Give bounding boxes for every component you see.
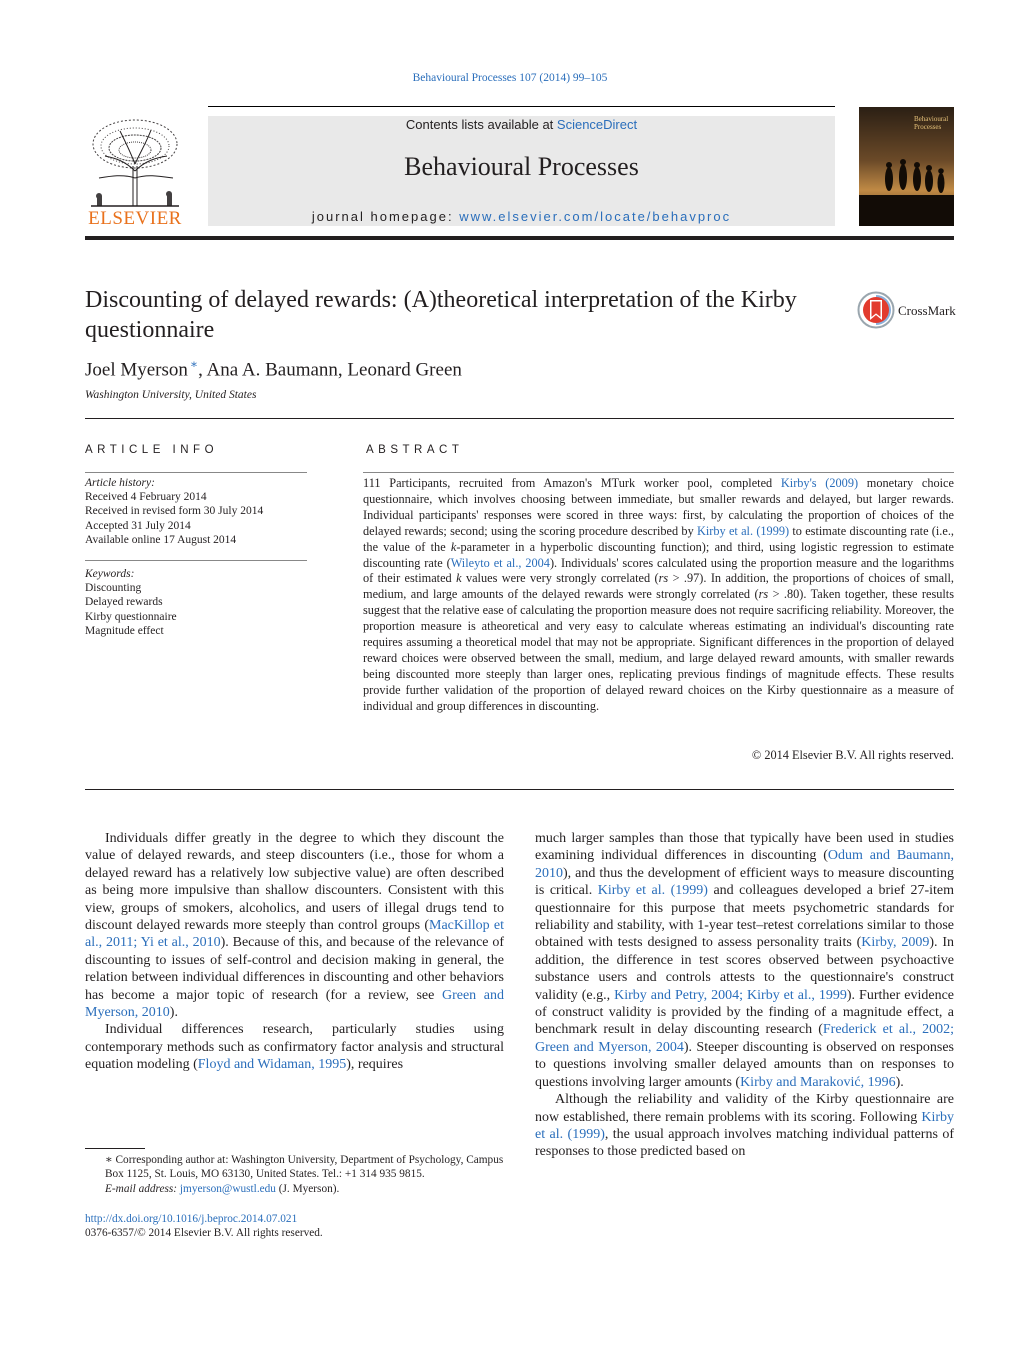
doi-link[interactable]: http://dx.doi.org/10.1016/j.beproc.2014.07.021 — [85, 1213, 298, 1225]
svg-text:Processes: Processes — [914, 123, 942, 131]
keywords — [85, 567, 177, 638]
citation-link[interactable]: Odum and Baumann, 2010 — [535, 848, 954, 881]
citation-link[interactable]: Floyd and Widaman, 1995 — [197, 1057, 347, 1073]
italic-symbol: k — [456, 571, 462, 586]
abstract-text — [363, 476, 954, 715]
header-top-rule — [208, 106, 835, 107]
history-label: Article history: — [85, 477, 155, 489]
publisher-wordmark: ELSEVIER — [88, 208, 182, 229]
citation-link[interactable]: Kirby et al. (1999) — [597, 883, 708, 899]
text-run: much larger samples than those that typically have been used in studies examining individual differences in discounting ( — [535, 831, 954, 864]
text-run: ), and thus the development of efficient ways to measure discounting is critical. — [535, 865, 954, 899]
journal-masthead — [208, 116, 835, 226]
corresponding-footnote — [85, 1153, 504, 1196]
text-run: 111 Participants, recruited from Amazon's MTurk worker pool, completed — [363, 476, 781, 490]
text-run: ). Individuals' scores calculated using the proportion measure and the logarithms of their estimated — [363, 555, 954, 586]
crossmark-icon — [857, 291, 895, 329]
abstract-bottom-rule — [85, 789, 954, 790]
keywords-rule — [85, 560, 307, 561]
keyword: Magnitude effect — [85, 624, 164, 637]
cover-title: Behavioural — [914, 115, 949, 123]
text-run: ), requires — [346, 1057, 404, 1073]
abstract-heading: ABSTRACT — [366, 444, 464, 456]
keyword: Delayed rewards — [85, 596, 163, 609]
citation-link[interactable]: MacKillop et al., 2011; Yi et al., 2010 — [85, 918, 504, 951]
text-run: ). Because of this, and because of the relevance of discounting to issues of self-control and decision making in general, the relation between individual differences in discounting and other behaviors has become a major topic of research (for a review, see — [85, 935, 504, 1003]
sciencedirect-link[interactable]: ScienceDirect — [556, 117, 638, 132]
author-list — [85, 357, 462, 381]
italic-symbol: rs — [758, 587, 769, 602]
journal-name: Behavioural Processes — [404, 152, 639, 181]
citation-link[interactable]: Kirby's (2009) — [780, 476, 859, 490]
text-run: , the usual approach involves matching individual patterns of responses to those predicted based on — [535, 1126, 954, 1160]
homepage-line — [208, 209, 835, 224]
article-info-heading: ARTICLE INFO — [85, 444, 219, 456]
text-run: -parameter in a hyperbolic discounting function); and third, using logistic regression to estimate discounting rate ( — [363, 539, 955, 570]
text-run: ). — [169, 1005, 178, 1021]
keyword: Kirby questionnaire — [85, 610, 177, 623]
email-label: E-mail address: — [105, 1182, 180, 1195]
corresponding-author-star[interactable]: ∗ — [189, 357, 199, 371]
body-paragraph — [85, 830, 504, 1021]
text-run: monetary choice questionnaire, which involves choosing between immediate, but smaller rewards and delayed, but larger rewards. Individual participants' responses were scored in three ways: first, by calculating the proportion of choices of the delayed rewards; second; using the scoring procedure described by — [363, 476, 954, 538]
article-title: Discounting of delayed rewards: (A)theoretical interpretation of the Kirby questionnaire — [85, 287, 797, 343]
text-run: ). Steeper discounting is observed on responses to questions involving smaller delayed amounts than on responses to questions involving larger amounts ( — [535, 1039, 954, 1090]
title-rule — [85, 418, 954, 419]
citation-link[interactable]: Kirby et al. (1999) — [535, 1109, 954, 1142]
citation-link[interactable]: Green and Myerson, 2010 — [85, 987, 504, 1021]
citation-link[interactable]: Kirby, 2009 — [861, 935, 930, 951]
history-online: Available online 17 August 2014 — [85, 533, 237, 546]
text-run: Although the reliability and validity of the Kirby questionnaire are now established, there remain problems with its scoring. Following — [535, 1092, 954, 1125]
footnote-rule — [85, 1148, 145, 1149]
footnote-corresponding: Corresponding author at: Washington University, Department of Psychology, Campus Box 1125, St. Louis, MO 63130, United States. Tel.: +1 314 935 9815. — [105, 1154, 504, 1181]
italic-symbol: rs — [658, 571, 669, 586]
text-run: ). In addition, the difference in test scores observed between psychoactive substance users and controls attests to the questionnaire's construct validity (e.g., — [535, 935, 954, 1003]
first-author[interactable]: Joel Myerson — [85, 359, 188, 381]
body-column-right — [535, 830, 954, 1161]
article-history — [85, 476, 263, 547]
history-revised: Received in revised form 30 July 2014 — [85, 505, 264, 518]
body-paragraph — [535, 1091, 954, 1161]
crossmark-label: CrossMark — [898, 303, 956, 318]
text-run: ). — [895, 1074, 904, 1090]
abstract-rule — [363, 472, 954, 473]
email-link[interactable]: jmyerson@wustl.edu — [179, 1182, 276, 1195]
contents-line — [208, 117, 835, 132]
citation-link[interactable]: Kirby and Petry, 2004; Kirby et al., 1999 — [614, 987, 847, 1003]
text-run: ). Further evidence of construct validity is provided by the finding of a magnitude effect, a benchmark result in delay discounting research ( — [535, 987, 955, 1038]
citation-link[interactable]: Frederick et al., 2002; Green and Myerson, 2004 — [535, 1022, 954, 1055]
abstract-copyright: © 2014 Elsevier B.V. All rights reserved. — [751, 748, 954, 762]
issn-line: 0376-6357/© 2014 Elsevier B.V. All rights reserved. — [85, 1227, 323, 1240]
email-suffix: (J. Myerson). — [275, 1182, 340, 1195]
text-run: values were very strongly correlated ( — [461, 571, 659, 586]
doi-block — [85, 1212, 323, 1241]
citation-link[interactable]: Wileyto et al., 2004 — [450, 555, 550, 570]
text-run: Individual differences research, particularly studies using contemporary methods such as confirmatory factor analysis and structural equation modeling ( — [85, 1022, 504, 1073]
text-run: and colleagues developed a brief 27-item questionnaire for this purpose that meets psychometric standards for reliability and stability, with 1-year test–retest correlations similar to those obtained with tests designed to assess personality traits ( — [535, 883, 954, 951]
crossmark-button[interactable] — [857, 291, 957, 331]
homepage-link[interactable]: www.elsevier.com/locate/behavproc — [459, 209, 732, 224]
homepage-prefix: journal homepage: — [311, 209, 460, 224]
body-paragraph — [535, 830, 954, 1091]
history-accepted: Accepted 31 July 2014 — [85, 519, 191, 532]
keyword: Discounting — [85, 582, 142, 595]
text-run: > .80). Taken together, these results suggest that the relative ease of calculating the proportion measure does not require sacrificing reliability. Moreover, the proportion measure is atheoretical and very easy to calculate whereas estimating an individual's discounting rate requires assuming a theoretical model that may not be appropriate. Significant differences in the proportion of delayed reward choices were observed between the small, medium, and large delayed reward amounts, with smaller rewards being discounted more steeply than larger ones, replicating previous findings of magnitude effects. These results provide further validation of the proportion of delayed reward choices on the Kirby questionnaire as a measure of individual and group differences in discounting. — [363, 587, 954, 713]
text-run: > .97). In addition, the proportions of choices of small, medium, and large amounts of the delayed rewards were strongly correlated ( — [363, 571, 954, 602]
header-thick-rule — [85, 236, 954, 240]
citation-link[interactable]: Kirby and Maraković, 1996 — [740, 1074, 896, 1090]
other-authors: , Ana A. Baumann, Leonard Green — [198, 359, 462, 381]
affiliation: Washington University, United States — [85, 389, 257, 401]
journal-cover-image-icon — [859, 107, 954, 226]
body-column-left — [85, 830, 504, 1074]
history-received: Received 4 February 2014 — [85, 491, 207, 504]
text-run: Individuals differ greatly in the degree to which they discount the value of delayed rewards, and steep discounters (i.e., those for whom a delayed reward has a relatively low subjective value) are often described as being more impulsive than shallow discounters. Consistent with this view, groups of smokers, alcoholics, and users of illegal drugs tend to discount delayed rewards more steeply than control groups ( — [85, 831, 504, 934]
keywords-label: Keywords: — [85, 568, 135, 580]
journal-citation[interactable]: Behavioural Processes 107 (2014) 99–105 — [412, 72, 608, 84]
article-info-rule — [85, 472, 307, 473]
contents-prefix: Contents lists available at — [405, 117, 557, 132]
footnote-star: ∗ — [105, 1154, 113, 1166]
citation-link[interactable]: Kirby et al. (1999) — [697, 523, 790, 538]
text-run: to estimate discounting rate (i.e., the value of the — [363, 523, 954, 554]
body-paragraph — [85, 1021, 504, 1073]
italic-symbol: k — [450, 539, 457, 554]
